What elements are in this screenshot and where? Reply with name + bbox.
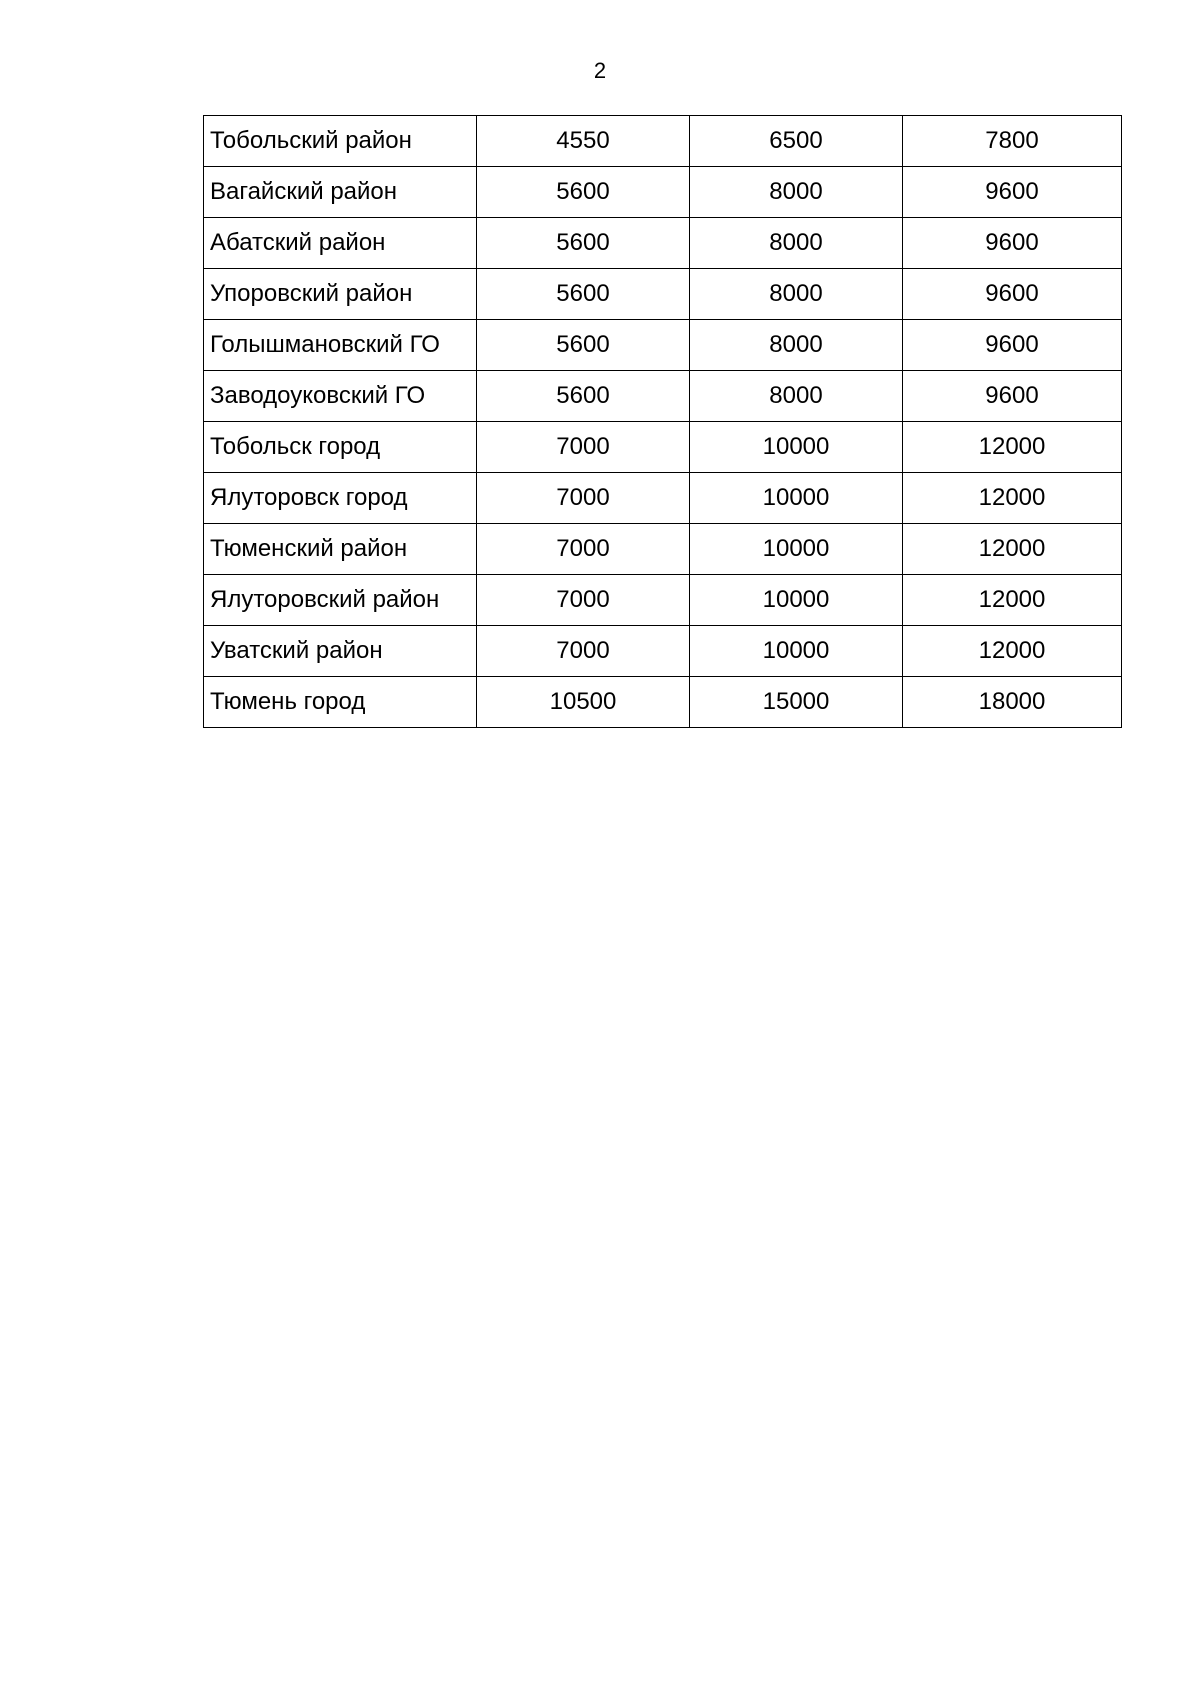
table-cell-value: 9600: [903, 167, 1122, 218]
table-cell-area-name: Вагайский район: [204, 167, 477, 218]
table-row: [204, 575, 1122, 626]
table-cell-value: 15000: [690, 677, 903, 728]
table-cell-value: 9600: [903, 218, 1122, 269]
table-cell-area-name: Тобольский район: [204, 116, 477, 167]
table-cell-value: 7000: [477, 626, 690, 677]
table-cell-area-name: Ялуторовск город: [204, 473, 477, 524]
page-number: 2: [593, 58, 607, 83]
table-row: [204, 626, 1122, 677]
table-cell-value: 5600: [477, 320, 690, 371]
table-row: [204, 524, 1122, 575]
table-cell-value: 7000: [477, 575, 690, 626]
table-cell-value: 10000: [690, 473, 903, 524]
table-cell-value: 9600: [903, 269, 1122, 320]
table-cell-value: 18000: [903, 677, 1122, 728]
data-table-body: [204, 116, 1122, 728]
table-cell-value: 8000: [690, 371, 903, 422]
table-cell-value: 7000: [477, 524, 690, 575]
table-row: [204, 422, 1122, 473]
table-cell-value: 10000: [690, 626, 903, 677]
table-cell-value: 12000: [903, 422, 1122, 473]
table-cell-area-name: Упоровский район: [204, 269, 477, 320]
table-cell-area-name: Тюмень город: [204, 677, 477, 728]
table-cell-area-name: Тюменский район: [204, 524, 477, 575]
table-cell-area-name: Абатский район: [204, 218, 477, 269]
table-row: [204, 677, 1122, 728]
table-row: [204, 218, 1122, 269]
table-row: [204, 371, 1122, 422]
table-cell-value: 10000: [690, 422, 903, 473]
table-cell-area-name: Заводоуковский ГО: [204, 371, 477, 422]
table-cell-area-name: Уватский район: [204, 626, 477, 677]
table-cell-value: 8000: [690, 320, 903, 371]
table-cell-value: 5600: [477, 269, 690, 320]
table-row: [204, 116, 1122, 167]
table-cell-value: 7000: [477, 422, 690, 473]
table-cell-value: 6500: [690, 116, 903, 167]
table-cell-value: 8000: [690, 167, 903, 218]
table-cell-value: 9600: [903, 320, 1122, 371]
table-cell-value: 10000: [690, 524, 903, 575]
table-cell-value: 12000: [903, 473, 1122, 524]
table-cell-value: 5600: [477, 371, 690, 422]
table-row: [204, 269, 1122, 320]
table-row: [204, 320, 1122, 371]
table-cell-area-name: Ялуторовский район: [204, 575, 477, 626]
table-cell-value: 5600: [477, 218, 690, 269]
table-cell-value: 10500: [477, 677, 690, 728]
table-cell-area-name: Голышмановский ГО: [204, 320, 477, 371]
data-table: [203, 115, 1122, 728]
table-cell-value: 8000: [690, 269, 903, 320]
table-cell-value: 10000: [690, 575, 903, 626]
table-cell-area-name: Тобольск город: [204, 422, 477, 473]
table-row: [204, 167, 1122, 218]
table-cell-value: 8000: [690, 218, 903, 269]
table-cell-value: 12000: [903, 575, 1122, 626]
table-cell-value: 7800: [903, 116, 1122, 167]
table-row: [204, 473, 1122, 524]
table-cell-value: 5600: [477, 167, 690, 218]
table-cell-value: 7000: [477, 473, 690, 524]
table-cell-value: 9600: [903, 371, 1122, 422]
table-cell-value: 4550: [477, 116, 690, 167]
table-cell-value: 12000: [903, 524, 1122, 575]
table-cell-value: 12000: [903, 626, 1122, 677]
